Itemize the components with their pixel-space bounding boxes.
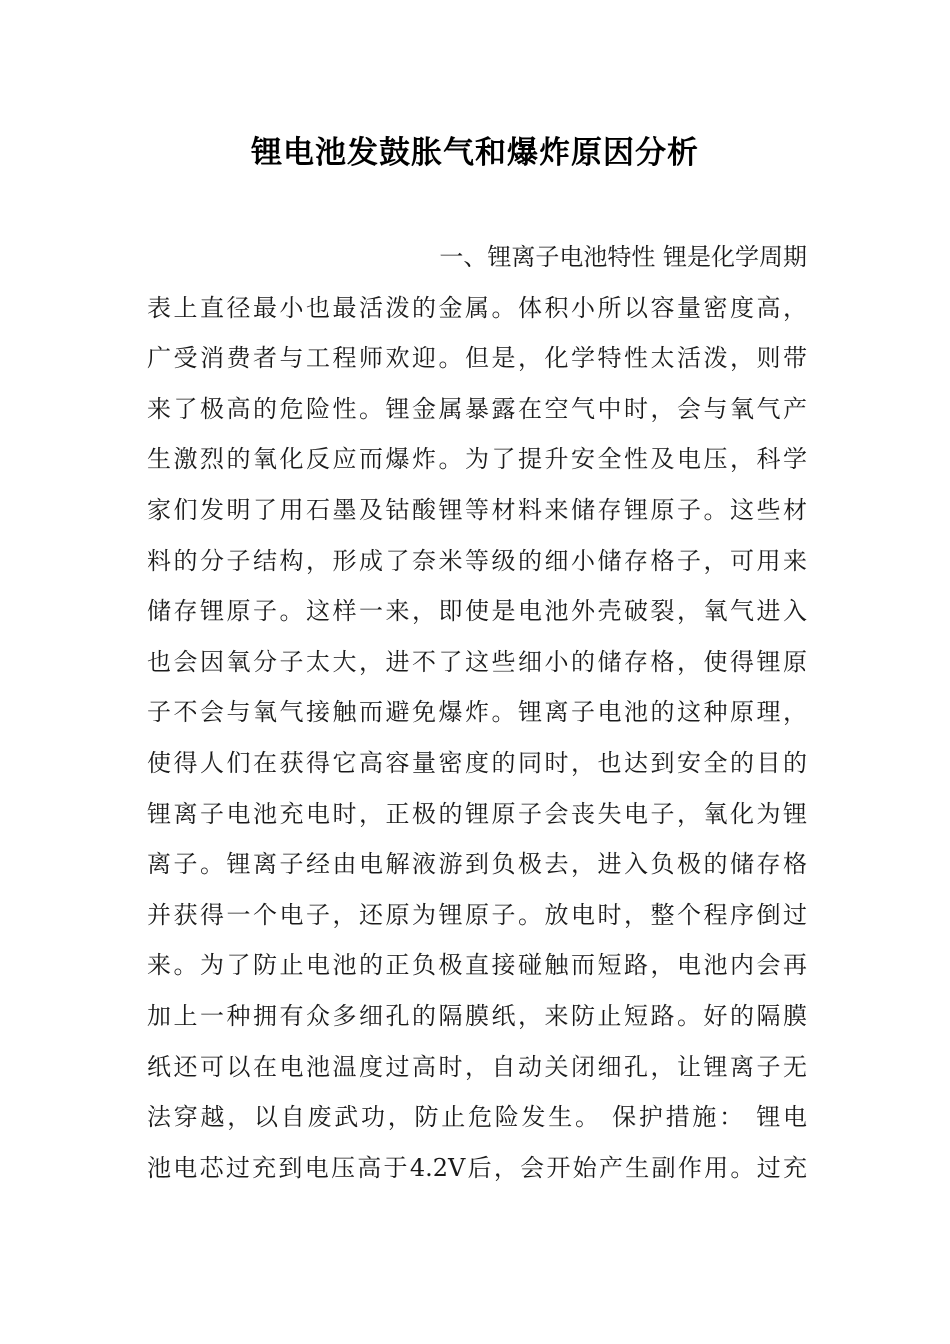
paragraph-line: 来。为了防止电池的正负极直接碰触而短路，电池内会再: [147, 951, 807, 980]
paragraph-line: 子不会与氧气接触而避免爆炸。锂离子电池的这种原理，: [147, 698, 807, 727]
paragraph-line: 储存锂原子。这样一来，即使是电池外壳破裂，氧气进入: [147, 597, 807, 626]
document-body: [147, 232, 807, 1193]
paragraph-line: 生激烈的氧化反应而爆炸。为了提升安全性及电压，科学: [147, 445, 807, 474]
paragraph-line: 池电芯过充到电压高于4.2V后，会开始产生副作用。过充: [147, 1153, 807, 1182]
paragraph-line: 来了极高的危险性。锂金属暴露在空气中时，会与氧气产: [147, 394, 807, 423]
paragraph-line: 离子。锂离子经由电解液游到负极去，进入负极的储存格: [147, 850, 807, 879]
paragraph-line: 料的分子结构，形成了奈米等级的细小储存格子，可用来: [147, 546, 807, 575]
paragraph-line: 锂离子电池充电时，正极的锂原子会丧失电子，氧化为锂: [147, 799, 807, 828]
paragraph-line: 广受消费者与工程师欢迎。但是，化学特性太活泼，则带: [147, 344, 807, 373]
document-title: 锂电池发鼓胀气和爆炸原因分析: [251, 135, 699, 171]
paragraph-line: 家们发明了用石墨及钴酸锂等材料来储存锂原子。这些材: [147, 495, 807, 524]
paragraph-line: 法穿越，以自废武功，防止危险发生。 保护措施： 锂电: [147, 1103, 807, 1132]
paragraph-line: 纸还可以在电池温度过高时，自动关闭细孔，让锂离子无: [147, 1052, 807, 1081]
paragraph-line: 表上直径最小也最活泼的金属。体积小所以容量密度高，: [147, 293, 807, 322]
paragraph-line: 一、锂离子电池特性 锂是化学周期: [439, 243, 807, 271]
paragraph-line: 也会因氧分子太大，进不了这些细小的储存格，使得锂原: [147, 647, 807, 676]
paragraph-line: 加上一种拥有众多细孔的隔膜纸，来防止短路。好的隔膜: [147, 1001, 807, 1030]
paragraph-line: 并获得一个电子，还原为锂原子。放电时，整个程序倒过: [147, 900, 807, 929]
paragraph-line: 使得人们在获得它高容量密度的同时，也达到安全的目的: [147, 748, 807, 777]
